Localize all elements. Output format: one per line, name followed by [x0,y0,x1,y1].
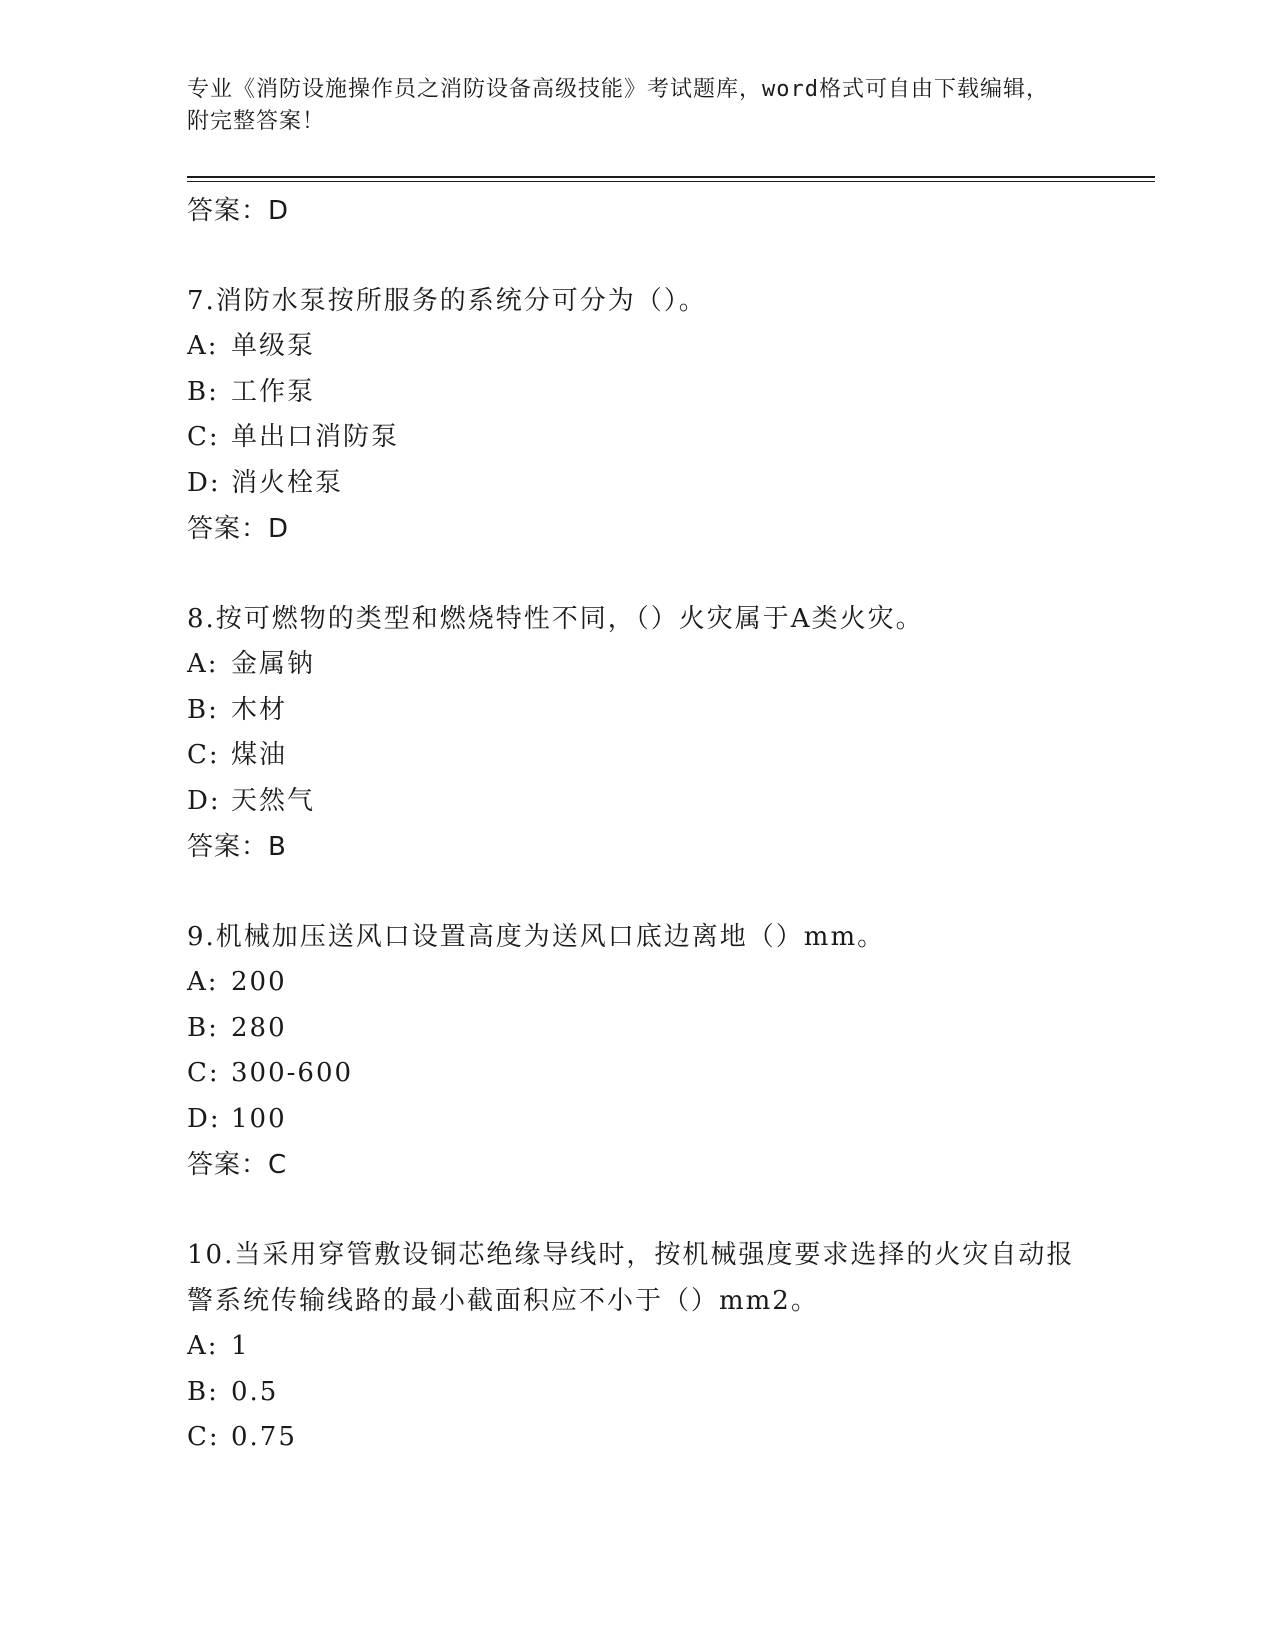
option-text: 煤油 [231,740,288,770]
option-text: 消火栓泵 [231,467,344,498]
option-letter: C: [187,740,220,770]
option-c [187,1051,1087,1097]
option-text: 单级泵 [231,331,316,361]
option-letter: B: [187,1376,219,1407]
answer-label: 答案：B [187,832,287,862]
option-text: 0.75 [231,1422,297,1452]
option-d [187,779,1087,825]
option-text: 金属钠 [231,649,316,679]
question-8 [187,596,1087,870]
option-letter: A: [187,1331,219,1361]
answer-label: 答案：C [187,1150,288,1180]
option-c [187,415,1087,461]
option-b [187,370,1087,416]
question-7 [187,278,1087,552]
document-header-intro: 专业《消防设施操作员之消防设备高级技能》考试题库，word格式可自由下载编辑，附完整答案！ [187,77,1049,134]
option-text: 工作泵 [231,376,316,407]
question-stem: 7.消防水泵按所服务的系统分可分为（）。 [187,286,707,316]
option-text: 0.5 [231,1376,279,1407]
option-letter: A: [187,967,219,997]
question-9 [187,914,1087,1188]
option-letter: D: [187,785,221,816]
question-stem: 8.按可燃物的类型和燃烧特性不同，（）火灾属于A类火灾。 [187,604,924,634]
option-letter: A: [187,331,219,361]
option-letter: A: [187,649,219,679]
option-b [187,1370,1087,1416]
option-text: 天然气 [231,785,316,816]
option-text: 1 [231,1331,250,1361]
option-letter: C: [187,1058,220,1088]
option-text: 280 [231,1012,287,1043]
option-a [187,324,1087,370]
option-b [187,1006,1087,1052]
option-letter: B: [187,376,219,407]
header-divider-thin [187,181,1155,182]
option-text: 100 [231,1103,287,1134]
option-letter: C: [187,1422,220,1452]
option-letter: B: [187,694,219,725]
option-c [187,1415,1087,1461]
answer-label: 答案：D [187,514,290,544]
option-d [187,1097,1087,1143]
question-list [187,188,1087,1461]
option-text: 木材 [231,694,288,725]
option-c [187,733,1087,779]
option-letter: B: [187,1012,219,1043]
option-text: 300-600 [231,1058,354,1088]
header-divider-thick [187,176,1155,178]
question-stem: 10.当采用穿管敷设铜芯绝缘导线时，按机械强度要求选择的火灾自动报警系统传输线路的最小截面积应不小于（）mm2。 [187,1240,1075,1316]
option-b [187,688,1087,734]
option-text: 单出口消防泵 [231,422,400,452]
option-letter: C: [187,422,220,452]
question-10 [187,1232,1087,1461]
option-a [187,960,1087,1006]
option-text: 200 [231,967,287,997]
option-letter: D: [187,467,221,498]
option-letter: D: [187,1103,221,1134]
option-d [187,461,1087,507]
option-a [187,642,1087,688]
previous-answer: 答案：D [187,196,290,226]
question-stem: 9.机械加压送风口设置高度为送风口底边离地（）mm。 [187,922,886,952]
option-a [187,1324,1087,1370]
